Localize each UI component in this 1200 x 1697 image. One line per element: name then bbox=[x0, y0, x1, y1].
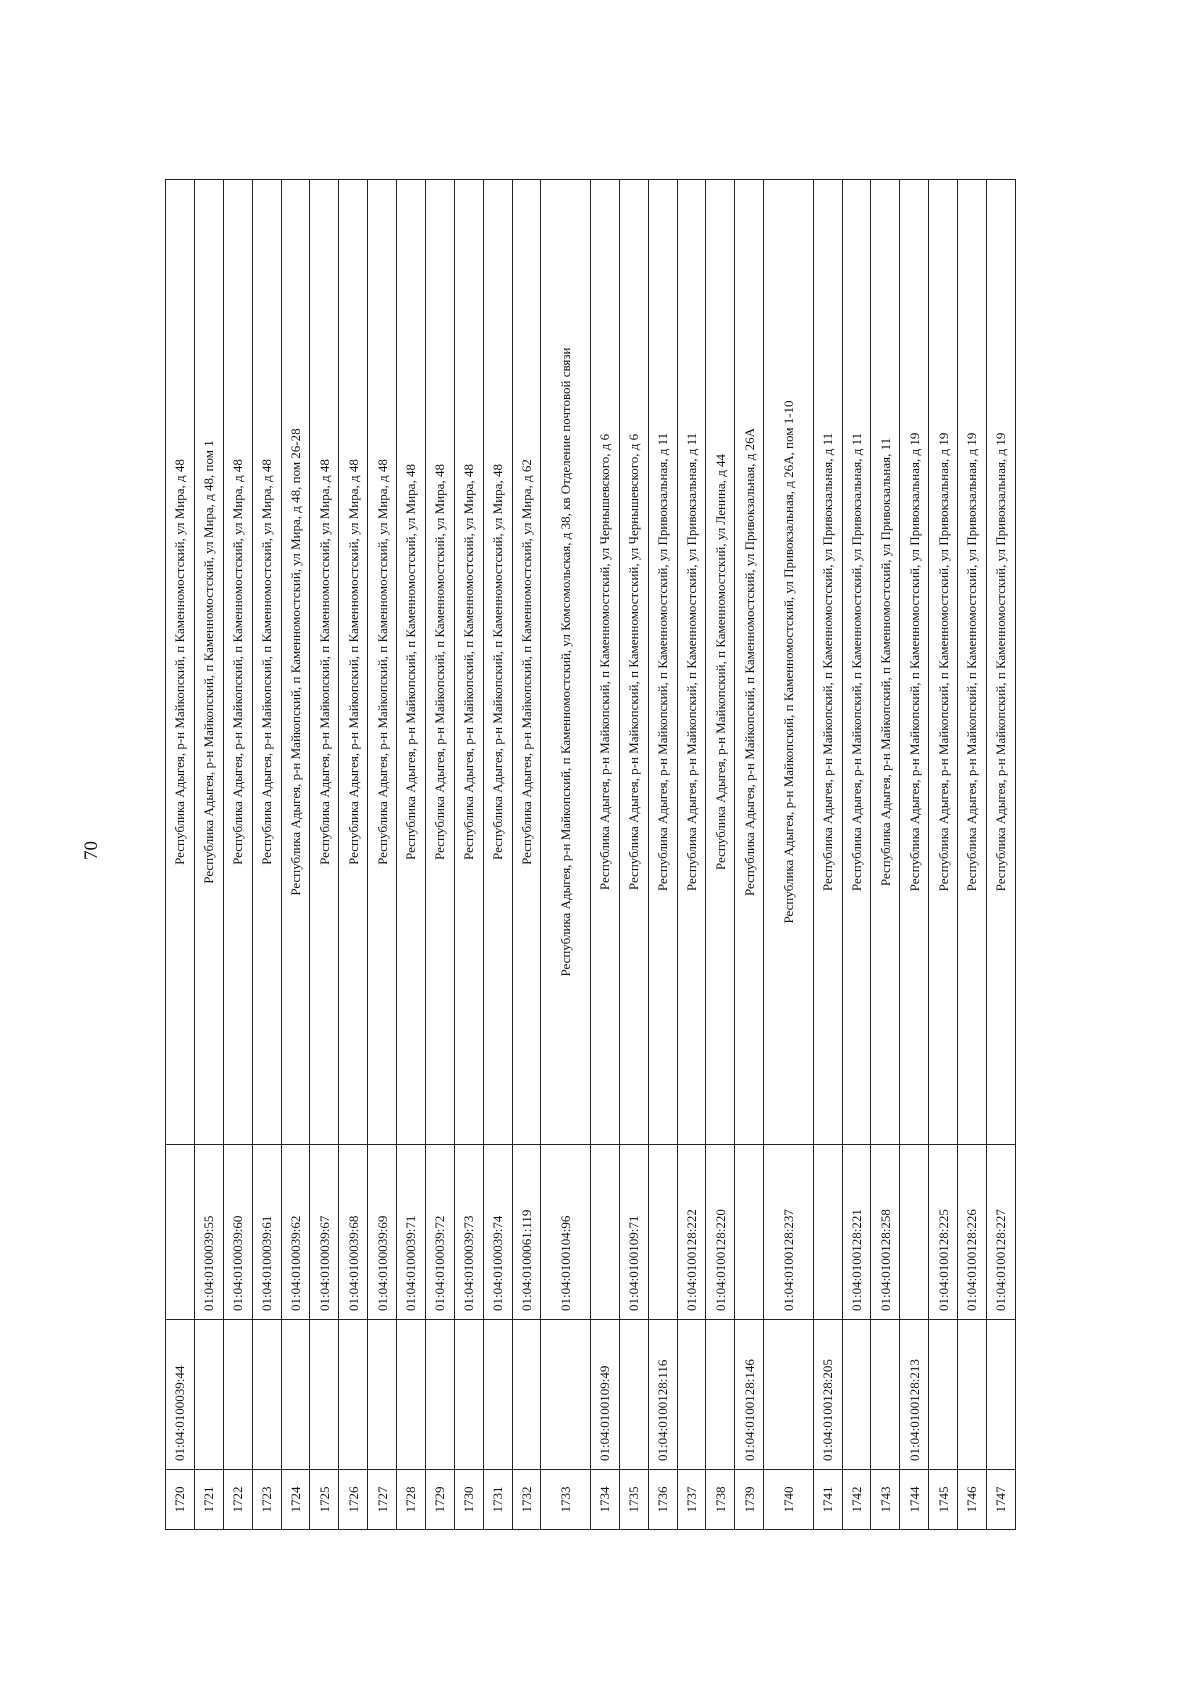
parcel-cadastral-number-cell bbox=[483, 1320, 512, 1470]
address-cell: Республика Адыгея, р-н Майкопский, п Каменномостский, ул Привокзальная, 11 bbox=[871, 180, 900, 1145]
address-cell: Республика Адыгея, р-н Майкопский, п Каменномостский, ул Ленина, д 44 bbox=[706, 180, 735, 1145]
parcel-cadastral-number-cell: 01:04:0100109:49 bbox=[590, 1320, 619, 1470]
parcel-cadastral-number-cell bbox=[194, 1320, 223, 1470]
table-row bbox=[958, 180, 987, 1530]
table-row bbox=[194, 180, 223, 1530]
row-number-cell: 1726 bbox=[339, 1470, 368, 1530]
row-number-cell: 1720 bbox=[166, 1470, 195, 1530]
address-cell: Республика Адыгея, р-н Майкопский, п Каменномостский, ул Мира, д 48 bbox=[310, 180, 339, 1145]
row-number-cell: 1739 bbox=[735, 1470, 764, 1530]
object-cadastral-number-cell: 01:04:0100039:74 bbox=[483, 1145, 512, 1320]
object-cadastral-number-cell: 01:04:0100128:226 bbox=[958, 1145, 987, 1320]
table-row bbox=[706, 180, 735, 1530]
row-number-cell: 1737 bbox=[677, 1470, 706, 1530]
row-number-cell: 1729 bbox=[425, 1470, 454, 1530]
table-row bbox=[281, 180, 310, 1530]
parcel-cadastral-number-cell bbox=[929, 1320, 958, 1470]
object-cadastral-number-cell: 01:04:0100128:222 bbox=[677, 1145, 706, 1320]
table-row bbox=[619, 180, 648, 1530]
parcel-cadastral-number-cell: 01:04:0100128:146 bbox=[735, 1320, 764, 1470]
address-cell: Республика Адыгея, р-н Майкопский, п Каменномостский, ул Привокзальная, д 19 bbox=[929, 180, 958, 1145]
parcel-cadastral-number-cell bbox=[397, 1320, 426, 1470]
row-number-cell: 1738 bbox=[706, 1470, 735, 1530]
parcel-cadastral-number-cell bbox=[619, 1320, 648, 1470]
parcel-cadastral-number-cell bbox=[454, 1320, 483, 1470]
row-number-cell: 1741 bbox=[813, 1470, 842, 1530]
row-number-cell: 1746 bbox=[958, 1470, 987, 1530]
address-cell: Республика Адыгея, р-н Майкопский, п Каменномостский, ул Мира, д 48 bbox=[368, 180, 397, 1145]
address-cell: Республика Адыгея, р-н Майкопский, п Каменномостский, ул Мира, д 48 bbox=[252, 180, 281, 1145]
row-number-cell: 1730 bbox=[454, 1470, 483, 1530]
object-cadastral-number-cell: 01:04:0100039:62 bbox=[281, 1145, 310, 1320]
registry-table-body bbox=[166, 180, 1016, 1530]
parcel-cadastral-number-cell bbox=[677, 1320, 706, 1470]
parcel-cadastral-number-cell bbox=[512, 1320, 541, 1470]
address-cell: Республика Адыгея, р-н Майкопский, п Каменномостский, ул Привокзальная, д 19 bbox=[958, 180, 987, 1145]
object-cadastral-number-cell: 01:04:0100039:67 bbox=[310, 1145, 339, 1320]
table-row bbox=[677, 180, 706, 1530]
address-cell: Республика Адыгея, р-н Майкопский, п Каменномостский, ул Привокзальная, д 11 bbox=[842, 180, 871, 1145]
address-cell: Республика Адыгея, р-н Майкопский, п Каменномостский, ул Привокзальная, д 26А bbox=[735, 180, 764, 1145]
parcel-cadastral-number-cell: 01:04:0100128:205 bbox=[813, 1320, 842, 1470]
row-number-cell: 1745 bbox=[929, 1470, 958, 1530]
object-cadastral-number-cell: 01:04:0100128:225 bbox=[929, 1145, 958, 1320]
parcel-cadastral-number-cell bbox=[252, 1320, 281, 1470]
object-cadastral-number-cell: 01:04:0100128:227 bbox=[986, 1145, 1015, 1320]
table-row bbox=[483, 180, 512, 1530]
row-number-cell: 1740 bbox=[764, 1470, 814, 1530]
table-row bbox=[252, 180, 281, 1530]
address-cell: Республика Адыгея, р-н Майкопский, п Каменномостский, ул Мира, д 48, пом 26-28 bbox=[281, 180, 310, 1145]
table-row bbox=[425, 180, 454, 1530]
parcel-cadastral-number-cell bbox=[706, 1320, 735, 1470]
table-row bbox=[871, 180, 900, 1530]
row-number-cell: 1747 bbox=[986, 1470, 1015, 1530]
address-cell: Республика Адыгея, р-н Майкопский, п Каменномостский, ул Мира, д 48 bbox=[166, 180, 195, 1145]
object-cadastral-number-cell bbox=[166, 1145, 195, 1320]
object-cadastral-number-cell bbox=[900, 1145, 929, 1320]
row-number-cell: 1735 bbox=[619, 1470, 648, 1530]
address-cell: Республика Адыгея, р-н Майкопский, п Каменномостский, ул Чернышевского, д 6 bbox=[619, 180, 648, 1145]
table-row bbox=[541, 180, 591, 1530]
row-number-cell: 1732 bbox=[512, 1470, 541, 1530]
table-row bbox=[735, 180, 764, 1530]
object-cadastral-number-cell: 01:04:0100039:68 bbox=[339, 1145, 368, 1320]
address-cell: Республика Адыгея, р-н Майкопский, п Каменномостский, ул Привокзальная, д 11 bbox=[677, 180, 706, 1145]
parcel-cadastral-number-cell bbox=[223, 1320, 252, 1470]
object-cadastral-number-cell: 01:04:0100039:60 bbox=[223, 1145, 252, 1320]
row-number-cell: 1734 bbox=[590, 1470, 619, 1530]
table-row bbox=[397, 180, 426, 1530]
address-cell: Республика Адыгея, р-н Майкопский, п Каменномостский, ул Мира, 48 bbox=[483, 180, 512, 1145]
row-number-cell: 1721 bbox=[194, 1470, 223, 1530]
parcel-cadastral-number-cell bbox=[871, 1320, 900, 1470]
object-cadastral-number-cell: 01:04:0100061:119 bbox=[512, 1145, 541, 1320]
address-cell: Республика Адыгея, р-н Майкопский, п Каменномостский, ул Привокзальная, д 11 bbox=[813, 180, 842, 1145]
address-cell: Республика Адыгея, р-н Майкопский, п Каменномостский, ул Привокзальная, д 26А, пом 1-10 bbox=[764, 180, 814, 1145]
parcel-cadastral-number-cell: 01:04:0100039:44 bbox=[166, 1320, 195, 1470]
table-row bbox=[512, 180, 541, 1530]
row-number-cell: 1744 bbox=[900, 1470, 929, 1530]
object-cadastral-number-cell bbox=[590, 1145, 619, 1320]
table-row bbox=[842, 180, 871, 1530]
object-cadastral-number-cell: 01:04:0100128:237 bbox=[764, 1145, 814, 1320]
row-number-cell: 1733 bbox=[541, 1470, 591, 1530]
table-row bbox=[454, 180, 483, 1530]
row-number-cell: 1723 bbox=[252, 1470, 281, 1530]
object-cadastral-number-cell: 01:04:0100039:69 bbox=[368, 1145, 397, 1320]
address-cell: Республика Адыгея, р-н Майкопский, п Каменномостский, ул Мира, д 48 bbox=[223, 180, 252, 1145]
address-cell: Республика Адыгея, р-н Майкопский, п Каменномостский, ул Комсомольская, д 38, кв Отделение почтовой связи bbox=[541, 180, 591, 1145]
object-cadastral-number-cell: 01:04:0100128:220 bbox=[706, 1145, 735, 1320]
registry-table-container bbox=[165, 180, 1015, 1530]
address-cell: Республика Адыгея, р-н Майкопский, п Каменномостский, ул Мира, 48 bbox=[425, 180, 454, 1145]
row-number-cell: 1731 bbox=[483, 1470, 512, 1530]
parcel-cadastral-number-cell bbox=[425, 1320, 454, 1470]
parcel-cadastral-number-cell: 01:04:0100128:116 bbox=[648, 1320, 677, 1470]
row-number-cell: 1724 bbox=[281, 1470, 310, 1530]
registry-table bbox=[165, 179, 1016, 1530]
row-number-cell: 1722 bbox=[223, 1470, 252, 1530]
parcel-cadastral-number-cell bbox=[958, 1320, 987, 1470]
address-cell: Республика Адыгея, р-н Майкопский, п Каменномостский, ул Привокзальная, д 11 bbox=[648, 180, 677, 1145]
address-cell: Республика Адыгея, р-н Майкопский, п Каменномостский, ул Привокзальная, д 19 bbox=[986, 180, 1015, 1145]
row-number-cell: 1728 bbox=[397, 1470, 426, 1530]
object-cadastral-number-cell bbox=[735, 1145, 764, 1320]
parcel-cadastral-number-cell bbox=[368, 1320, 397, 1470]
object-cadastral-number-cell: 01:04:0100104:96 bbox=[541, 1145, 591, 1320]
object-cadastral-number-cell: 01:04:0100039:61 bbox=[252, 1145, 281, 1320]
parcel-cadastral-number-cell bbox=[281, 1320, 310, 1470]
object-cadastral-number-cell: 01:04:0100039:72 bbox=[425, 1145, 454, 1320]
address-cell: Республика Адыгея, р-н Майкопский, п Каменномостский, ул Мира, 48 bbox=[454, 180, 483, 1145]
address-cell: Республика Адыгея, р-н Майкопский, п Каменномостский, ул Мира, д 62 bbox=[512, 180, 541, 1145]
object-cadastral-number-cell: 01:04:0100039:73 bbox=[454, 1145, 483, 1320]
parcel-cadastral-number-cell bbox=[310, 1320, 339, 1470]
table-row bbox=[166, 180, 195, 1530]
address-cell: Республика Адыгея, р-н Майкопский, п Каменномостский, ул Мира, 48 bbox=[397, 180, 426, 1145]
address-cell: Республика Адыгея, р-н Майкопский, п Каменномостский, ул Привокзальная, д 19 bbox=[900, 180, 929, 1145]
parcel-cadastral-number-cell bbox=[986, 1320, 1015, 1470]
parcel-cadastral-number-cell bbox=[842, 1320, 871, 1470]
parcel-cadastral-number-cell bbox=[764, 1320, 814, 1470]
address-cell: Республика Адыгея, р-н Майкопский, п Каменномостский, ул Чернышевского, д 6 bbox=[590, 180, 619, 1145]
parcel-cadastral-number-cell bbox=[541, 1320, 591, 1470]
table-row bbox=[339, 180, 368, 1530]
object-cadastral-number-cell bbox=[813, 1145, 842, 1320]
table-row bbox=[648, 180, 677, 1530]
table-row bbox=[590, 180, 619, 1530]
object-cadastral-number-cell: 01:04:0100039:55 bbox=[194, 1145, 223, 1320]
parcel-cadastral-number-cell bbox=[339, 1320, 368, 1470]
object-cadastral-number-cell: 01:04:0100128:221 bbox=[842, 1145, 871, 1320]
table-row bbox=[764, 180, 814, 1530]
table-row bbox=[900, 180, 929, 1530]
parcel-cadastral-number-cell: 01:04:0100128:213 bbox=[900, 1320, 929, 1470]
row-number-cell: 1742 bbox=[842, 1470, 871, 1530]
row-number-cell: 1725 bbox=[310, 1470, 339, 1530]
row-number-cell: 1727 bbox=[368, 1470, 397, 1530]
address-cell: Республика Адыгея, р-н Майкопский, п Каменномостский, ул Мира, д 48 bbox=[339, 180, 368, 1145]
object-cadastral-number-cell: 01:04:0100109:71 bbox=[619, 1145, 648, 1320]
table-row bbox=[986, 180, 1015, 1530]
table-row bbox=[929, 180, 958, 1530]
table-row bbox=[310, 180, 339, 1530]
object-cadastral-number-cell: 01:04:0100128:258 bbox=[871, 1145, 900, 1320]
page-number: 70 bbox=[81, 841, 102, 860]
object-cadastral-number-cell bbox=[648, 1145, 677, 1320]
row-number-cell: 1743 bbox=[871, 1470, 900, 1530]
object-cadastral-number-cell: 01:04:0100039:71 bbox=[397, 1145, 426, 1320]
table-row bbox=[368, 180, 397, 1530]
address-cell: Республика Адыгея, р-н Майкопский, п Каменномостский, ул Мира, д 48, пом 1 bbox=[194, 180, 223, 1145]
table-row bbox=[223, 180, 252, 1530]
table-row bbox=[813, 180, 842, 1530]
row-number-cell: 1736 bbox=[648, 1470, 677, 1530]
